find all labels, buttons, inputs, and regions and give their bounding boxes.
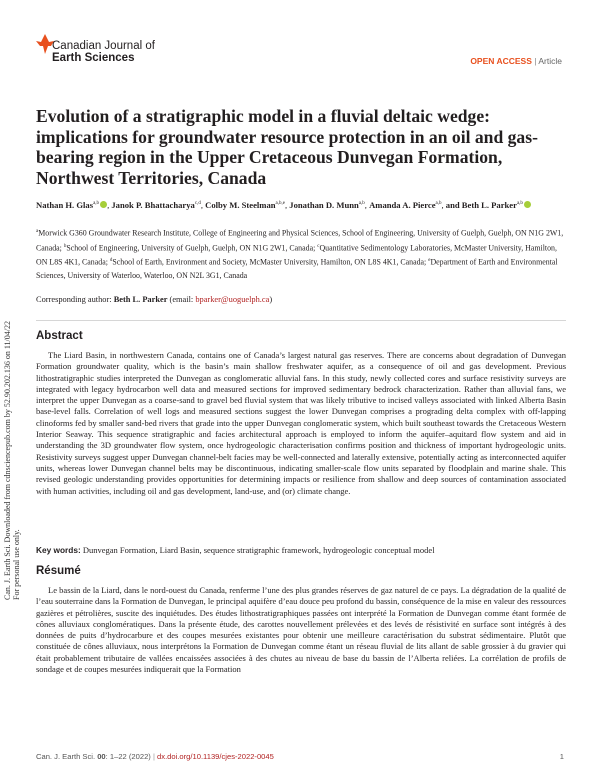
abstract-heading: Abstract <box>36 330 83 342</box>
resume-text: Le bassin de la Liard, dans le nord-ouest du Canada, renferme l’une des plus grandes réserves de gaz naturel de ce pays. La dégradation de la qualité de l’eau souterraine dans la Formation de Dunvegan, le principal aquifère d’eau douce peu profond du bassin, conséquence de la mise en valeur des ressources gazières et pétrolières, suscite des inquiétudes. Des études lithostratigraphiques passées ont interprété la Formation de Dunvegan comme étant formée de cônes alluviaux conglomératiques. Dans la présente étude, des carottes nouvellement prélevées et des levés de résistivité en surface sont intégrés à des données de puits d’hydrocarbure et des coupes mesurées existantes pour obtenir une meilleure caractérisation du substrat sédimentaire. Plutôt que constituée de cônes alluviaux, nous interprétons la Formation de Dunvegan comme étant un réseau fluvial de lits allant de sable grossier à du gravier qui était probablement tributaire de vallées encaissées associées à des chutes au niveau de base du bassin de l’Alberta reliées. La corrélation de profils de sondage et de coupes mesurées indiquerait que la Formation <box>36 585 566 675</box>
author-separator: , <box>285 199 290 210</box>
author-list <box>36 198 566 211</box>
orcid-icon[interactable] <box>524 201 531 208</box>
author-name: Colby M. Steelman <box>205 199 276 210</box>
corresponding-email-link[interactable]: bparker@uoguelph.ca <box>195 295 270 304</box>
affiliation-text: Morwick G360 Groundwater Research Institute, College of Engineering and Physical Sciences, School of Engineering, University of Guelph, Guelph, ON N1G 2W1, Canada; <box>36 228 564 253</box>
author-separator: , <box>441 199 446 210</box>
author-name: Jonathan D. Munn <box>289 199 359 210</box>
page-number: 1 <box>559 752 564 761</box>
author-name: Janok P. Bhattacharya <box>111 199 195 210</box>
download-notice <box>3 0 21 776</box>
affiliation-text: Quantitative Sedimentology Laboratories, McMaster University, Hamilton, ON L8S 4K1, Canada; <box>36 243 557 267</box>
citation-suffix: : 1–22 (2022) <box>105 752 151 761</box>
affiliation-text: School of Engineering, University of Guelph, Guelph, ON N1G 2W1, Canada; <box>66 243 318 253</box>
keywords <box>36 544 566 556</box>
affiliation-text: Department of Earth and Environmental Sciences, University of Waterloo, Waterloo, ON N2L 3G1, Canada <box>36 257 558 280</box>
resume-heading: Résumé <box>36 565 81 577</box>
corresponding-author <box>36 294 566 306</box>
author-affiliation-marker: a,b <box>358 201 365 206</box>
author-affiliation-marker: a,b <box>93 201 100 206</box>
doi-link[interactable]: dx.doi.org/10.1139/cjes-2022-0045 <box>157 752 274 761</box>
affiliation-marker: e <box>428 258 431 264</box>
author-name: Nathan H. Glas <box>36 199 94 210</box>
download-notice-line2: For personal use only. <box>12 529 21 600</box>
author-affiliation-marker: c,d <box>194 201 201 206</box>
access-separator: | <box>534 56 537 66</box>
journal-logo[interactable] <box>36 34 176 66</box>
corresponding-label: Corresponding author: <box>36 295 114 304</box>
keywords-text: Dunvegan Formation, Liard Basin, sequence stratigraphic framework, hydrogeologic conceptual model <box>80 545 435 555</box>
author-affiliation-marker: a,b,e <box>275 201 285 206</box>
author-separator: , <box>200 199 206 210</box>
email-suffix: ) <box>269 295 273 304</box>
page-footer <box>36 752 274 761</box>
affiliations <box>36 226 566 283</box>
affiliation-marker: c <box>317 243 320 249</box>
citation-prefix: Can. J. Earth Sci. <box>36 752 98 761</box>
author-name: Amanda A. Pierce <box>369 199 436 210</box>
download-notice-line1: Can. J. Earth Sci. Downloaded from cdnsciencepub.com by 52.90.202.136 on 11/04/22 <box>3 321 12 600</box>
journal-name-line1: Canadian Journal of <box>52 40 155 52</box>
affiliation-marker: d <box>109 258 113 264</box>
citation-volume: 00 <box>97 752 106 761</box>
footer-separator: | <box>150 752 158 761</box>
section-divider <box>36 320 566 321</box>
author-name: and Beth L. Parker <box>445 199 517 210</box>
keywords-label: Key words: <box>36 545 81 555</box>
author-separator: , <box>364 199 370 210</box>
article-title: Evolution of a stratigraphic model in a fluvial deltaic wedge: implications for groundwater resource protection in an oil and gas-bearing region in the Upper Cretaceous Dunvegan Formation, Northwest Territories, Canada <box>36 106 538 188</box>
abstract-text: The Liard Basin, in northwestern Canada, contains one of Canada’s largest natural gas reserves. There are concerns about degradation of Dunvegan Formation groundwater quality, which is the basin’s main shallow freshwater aquifer, as a consequence of oil and gas development. Previous lithostratigraphic studies interpreted the Dunvegan as conglomeratic alluvial fans. In this study, newly collected cores and surface resistivity surveys are integrated with legacy hydrocarbon well data and measured sections for improved sedimentary bedrock characterization. Rather than alluvial fans, we interpret the upper Dunvegan as a coarse-sand to gravel bed fluvial system that was likely tributive to incised valleys associated with linked Alberta Basin base-level falls. Correlation of well logs and measured sections suggest the lower Dunvegan comprises a prograding delta complex with off-lapping clinoforms fed by smaller sand-bed rivers that grade into the upper Dunvegan conglomeratic system, which built southeast towards the Cretaceous Western Interior Seaway. This sequence stratigraphic and facies architectural approach is employed to inform the aquifer–aquitard flow system and aid in understanding the 3D groundwater flow system, once hydrogeologic characterisation confirms position and thickness of important hydrogeologic units. Resistivity surveys suggest upper Dunvegan channel-belt facies may be well-connected and laterally extensive, potentially acting as interconnected aquifer units, whereas lower Dunvegan channel belts may be discontinuous, indicating smaller-scale flow units separated by floodplain and marine shale. This revised geologic understanding provides opportunities for determining impacts or resilience from shallow and deep sources of contamination associated with human activities, including oil and gas development, land-use, and (or) climate change. <box>36 350 566 496</box>
journal-name-line2: Earth Sciences <box>52 52 135 64</box>
affiliation-text: School of Earth, Environment and Society, McMaster University, Hamilton, ON L8S 4K1, Canada; <box>112 257 429 267</box>
corresponding-name: Beth L. Parker <box>113 295 168 304</box>
article-type: Article <box>538 56 562 66</box>
author-affiliation-marker: a,b <box>435 201 442 206</box>
email-prefix: (email: <box>167 295 196 304</box>
author-separator: , <box>107 199 112 210</box>
author-affiliation-marker: a,b <box>516 201 523 206</box>
affiliation-marker: b <box>63 243 67 249</box>
orcid-icon[interactable] <box>100 201 107 208</box>
article-access-label <box>470 56 562 66</box>
affiliation-marker: a <box>36 229 39 234</box>
open-access-badge: OPEN ACCESS <box>470 56 532 66</box>
